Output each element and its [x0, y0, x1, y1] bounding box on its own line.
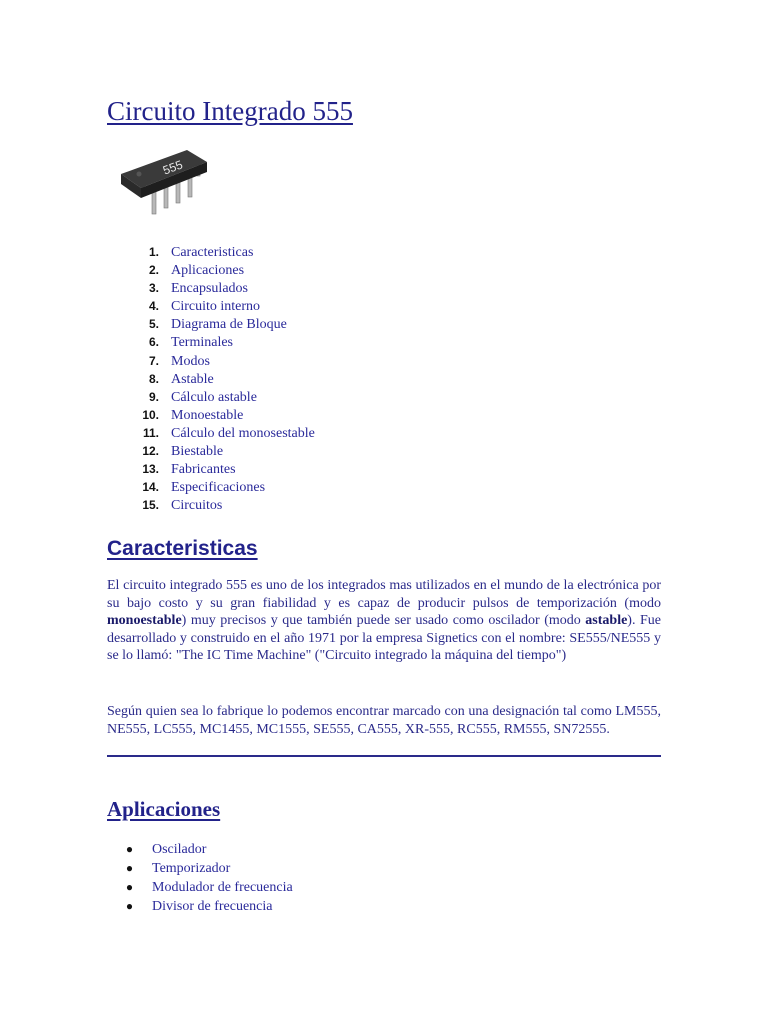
toc-link[interactable]: Astable: [171, 371, 214, 387]
toc-link[interactable]: Monoestable: [171, 407, 244, 423]
page-title: Circuito Integrado 555: [107, 96, 353, 126]
list-item: ● Modulador de frecuencia: [107, 878, 293, 897]
toc-item[interactable]: 7. Modos: [148, 353, 210, 369]
horizontal-rule: [107, 755, 661, 757]
toc-link[interactable]: Especificaciones: [171, 480, 266, 496]
toc-item[interactable]: 12. Biestable: [142, 444, 224, 460]
bullet-icon: ●: [125, 880, 134, 894]
toc-item[interactable]: 11. Cálculo del monosestable: [142, 425, 315, 441]
ic-555-chip-image: [119, 148, 211, 224]
toc-item[interactable]: 5. Diagrama de Bloque: [148, 317, 287, 333]
toc-link[interactable]: Caracteristicas: [171, 245, 254, 260]
bullet-icon: ●: [125, 899, 134, 913]
list-item: ● Oscilador: [107, 840, 293, 859]
caracteristicas-paragraph-2: Según quien sea lo fabrique lo podemos encontrar marcado con una designación tal como LM555, NE555, LC555, MC1455, MC1555, SE555, CA555, XR-555, RC555, RM555, SN72555.: [107, 704, 661, 737]
toc-link[interactable]: Cálculo astable: [171, 389, 257, 405]
list-item: ● Divisor de frecuencia: [107, 897, 293, 916]
bullet-icon: ●: [125, 842, 134, 856]
section-heading-aplicaciones: Aplicaciones: [107, 797, 221, 821]
toc-link[interactable]: Cálculo del monosestable: [171, 425, 315, 441]
toc-link[interactable]: Aplicaciones: [171, 263, 245, 279]
toc-link[interactable]: Fabricantes: [171, 462, 236, 478]
toc-item[interactable]: 1. Caracteristicas: [148, 245, 254, 260]
toc-item[interactable]: 4. Circuito interno: [148, 299, 261, 315]
toc-item[interactable]: 9. Cálculo astable: [148, 389, 257, 405]
toc-link[interactable]: Diagrama de Bloque: [171, 317, 287, 333]
toc-link[interactable]: Terminales: [171, 335, 233, 351]
toc-link[interactable]: Circuito interno: [171, 299, 261, 315]
toc-item[interactable]: 13. Fabricantes: [142, 462, 236, 478]
toc-item[interactable]: 8. Astable: [148, 371, 214, 387]
table-of-contents: [107, 243, 315, 514]
toc-link[interactable]: Biestable: [171, 444, 224, 460]
aplicaciones-list: [107, 840, 293, 916]
chip-label: 555: [160, 157, 185, 178]
section-heading-caracteristicas: Caracteristicas: [107, 537, 258, 560]
toc-link[interactable]: Encapsulados: [171, 281, 248, 297]
toc-link[interactable]: Circuitos: [171, 498, 223, 514]
list-item: ● Temporizador: [107, 859, 293, 878]
toc-item[interactable]: 10. Monoestable: [142, 407, 244, 423]
toc-item[interactable]: 3. Encapsulados: [148, 281, 248, 297]
toc-item[interactable]: 6. Terminales: [148, 335, 233, 351]
bullet-icon: ●: [125, 861, 134, 875]
toc-item[interactable]: 2. Aplicaciones: [148, 263, 245, 279]
toc-link[interactable]: Modos: [171, 353, 210, 369]
toc-item[interactable]: 15. Circuitos: [142, 498, 223, 514]
caracteristicas-paragraph-1: El circuito integrado 555 es uno de los integrados mas utilizados en el mundo de la electrónica por su bajo costo y su gran fiabilidad y es capaz de producir pulsos de temporización (modo monoestable) muy precisos y que también puede ser usado como oscilador (modo astable). Fue desarrollado y construido en el año 1971 por la empresa Signetics con el nombre: SE555/NE555 y se lo llamó: "The IC Time Machine" ("Circuito integrado la máquina del tiempo"): [107, 578, 661, 664]
toc-item[interactable]: 14. Especificaciones: [142, 480, 266, 496]
